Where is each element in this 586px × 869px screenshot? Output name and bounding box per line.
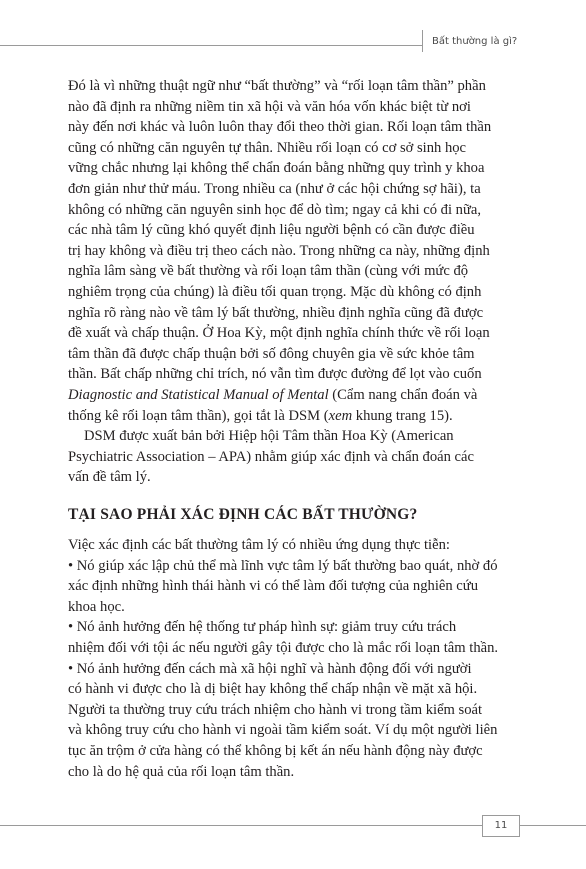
paragraph-line: cũng có những căn nguyên tự thân. Nhiều rối loạn có cơ sở sinh học bbox=[68, 139, 467, 156]
paragraph-line: các nhà tâm lý cũng khó quyết định liệu người bệnh có cần được điều bbox=[68, 222, 475, 239]
bullet-item-1-line: khoa học. bbox=[68, 598, 125, 615]
section-body bbox=[68, 535, 546, 782]
paragraph-line: thần. Bất chấp những chỉ trích, nó vẫn tìm được đường để lọt vào cuốn bbox=[68, 366, 482, 383]
paragraph-line: nghĩa lâm sàng về bất thường và rối loạn tâm thần (cùng với mức độ bbox=[68, 263, 469, 280]
paragraph-line: DSM được xuất bản bởi Hiệp hội Tâm thần Hoa Kỳ (American bbox=[84, 428, 454, 444]
paragraph-line: tâm thần đã được chấp thuận bởi số đông chuyên gia về sức khỏe tâm bbox=[68, 345, 475, 362]
book-title-translation: (Cẩm nang chẩn đoán và bbox=[328, 386, 478, 403]
paragraph-line: đơn giản như thử máu. Trong nhiều ca (như ở các hội chứng sợ hãi), ta bbox=[68, 180, 481, 197]
see-reference: xem bbox=[328, 407, 353, 424]
bullet-item-3-line: cho là do hệ quả của rối loạn tâm thần. bbox=[68, 763, 295, 780]
box-page-reference: khung trang 15). bbox=[352, 407, 453, 424]
paragraph-line: Đó là vì những thuật ngữ như “bất thường” và “rối loạn tâm thần” phần bbox=[68, 78, 486, 94]
paragraph-line: Psychiatric Association – APA) nhằm giúp xác định và chẩn đoán các bbox=[68, 448, 474, 465]
bullet-item-3-line: • Nó ảnh hưởng đến cách mà xã hội nghĩ và hành động đối với người bbox=[68, 660, 472, 677]
paragraph-1 bbox=[68, 76, 546, 426]
paragraph-line: vững chắc nhưng lại không thể chẩn đoán bằng những quy trình y khoa bbox=[68, 160, 485, 177]
paragraph-line bbox=[68, 406, 546, 427]
page-number: 11 bbox=[482, 815, 520, 837]
paragraph-line: không có những căn nguyên sinh học để dò tìm; ngay cả khi có đi nữa, bbox=[68, 201, 482, 218]
section-heading: TẠI SAO PHẢI XÁC ĐỊNH CÁC BẤT THƯỜNG? bbox=[68, 506, 418, 523]
bullet-item-3-line: có hành vi được cho là dị biệt hay không thể chấp nhận về mặt xã hội. bbox=[68, 681, 478, 698]
section-intro: Việc xác định các bất thường tâm lý có nhiều ứng dụng thực tiễn: bbox=[68, 537, 450, 553]
bullet-item-3-line: tục ăn trộm ở cửa hàng có thể không bị kết án nếu hành động này được bbox=[68, 742, 483, 759]
running-head: Bất thường là gì? bbox=[432, 36, 518, 47]
bullet-item-3-line: Người ta thường truy cứu trách nhiệm cho hành vi trong tầm kiểm soát bbox=[68, 701, 483, 718]
paragraph-line: đề xuất và chấp thuận. Ở Hoa Kỳ, một định nghĩa chính thức về rối loạn bbox=[68, 325, 490, 342]
paragraph-line: trị hay không và điều trị theo cách nào. Trong những ca này, những định bbox=[68, 242, 490, 259]
paragraph-line: nào đã định ra những niềm tin xã hội và văn hóa vốn khác biệt từ nơi bbox=[68, 98, 471, 115]
bullet-item-1-line: • Nó giúp xác lập chủ thể mà lĩnh vực tâm lý bất thường bao quát, nhờ đó bbox=[68, 557, 498, 574]
paragraph-line: vấn đề tâm lý. bbox=[68, 469, 151, 486]
bullet-item-1-line: xác định những hình thái hành vi có thể làm đối tượng của nghiên cứu bbox=[68, 578, 478, 595]
paragraph-line: này đến nơi khác và luôn luôn thay đổi theo thời gian. Rối loạn tâm thần bbox=[68, 119, 492, 136]
paragraph-2 bbox=[68, 426, 546, 488]
book-title: Diagnostic and Statistical Manual of Mental bbox=[68, 386, 329, 403]
bullet-item-2-line: • Nó ảnh hưởng đến hệ thống tư pháp hình sự: giảm truy cứu trách bbox=[68, 619, 457, 636]
paragraph-line: nghĩa rõ ràng nào về tâm lý bất thường, nhiều định nghĩa cũng đã được bbox=[68, 304, 484, 321]
dsm-abbreviation-text: thống kê rối loạn tâm thần), gọi tắt là DSM ( bbox=[68, 407, 329, 424]
paragraph-line bbox=[68, 385, 546, 406]
paragraph-line: nghiêm trọng của chúng) là điều tối quan trọng. Mặc dù không có định bbox=[68, 283, 482, 300]
bullet-item-2-line: nhiệm đối với tội ác nếu người gây tội được cho là mắc rối loạn tâm thần. bbox=[68, 639, 499, 656]
bullet-item-3-line: và không truy cứu cho hành vi ngoài tầm kiểm soát. Ví dụ một người liên bbox=[68, 722, 498, 739]
